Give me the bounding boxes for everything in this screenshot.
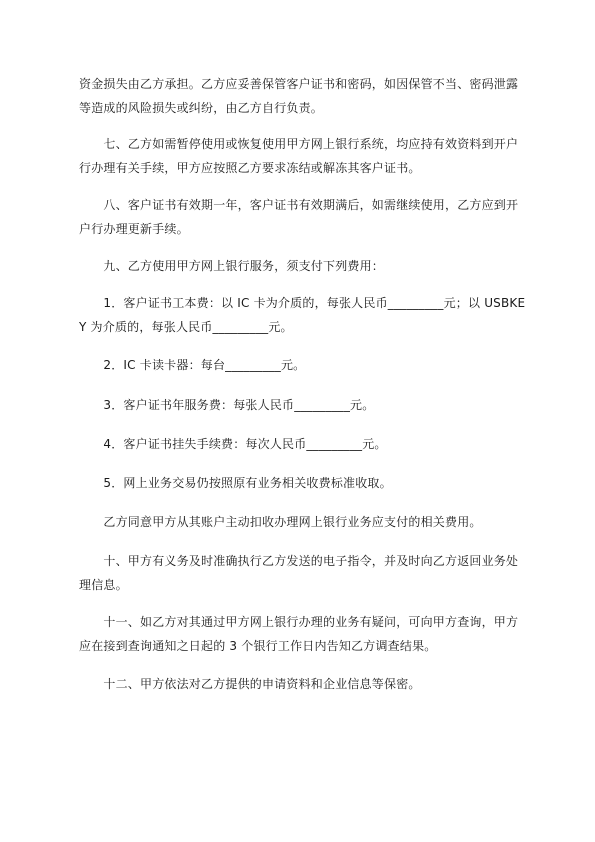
paragraph-clause-12: 十二、甲方依法对乙方提供的申请资料和企业信息等保密。 [79, 677, 421, 691]
paragraph-liability: 资金损失由乙方承担。乙方应妥善保管客户证书和密码，如因保管不当、密码泄露等造成的风险损失或纠纷，由乙方自行负责。 [79, 77, 519, 115]
paragraph-fee-deduction: 乙方同意甲方从其账户主动扣收办理网上银行业务应支付的相关费用。 [79, 515, 482, 529]
paragraph-clause-9: 九、乙方使用甲方网上银行服务，须支付下列费用： [79, 259, 385, 273]
paragraph-fee-5: 5．网上业务交易仍按照原有业务相关收费标准收取。 [79, 476, 392, 490]
paragraph-fee-2: 2．IC 卡读卡器：每台_________元。 [79, 358, 306, 372]
paragraph-clause-7: 七、乙方如需暂停使用或恢复使用甲方网上银行系统，均应持有效资料到开户行办理有关手续，甲方应按照乙方要求冻结或解冻其客户证书。 [79, 137, 519, 175]
paragraph-clause-10: 十、甲方有义务及时准确执行乙方发送的电子指令，并及时向乙方返回业务处理信息。 [79, 554, 519, 592]
paragraph-fee-1: 1．客户证书工本费：以 IC 卡为介质的，每张人民币_________元；以 USBKEY 为介质的，每张人民币_________元。 [79, 296, 526, 334]
paragraph-clause-11: 十一、如乙方对其通过甲方网上银行办理的业务有疑问，可向甲方查询，甲方应在接到查询通知之日起的 3 个银行工作日内告知乙方调查结果。 [79, 615, 519, 653]
paragraph-clause-8: 八、客户证书有效期一年，客户证书有效期满后，如需继续使用，乙方应到开户行办理更新手续。 [79, 198, 519, 236]
paragraph-fee-4: 4．客户证书挂失手续费：每次人民币_________元。 [79, 437, 387, 451]
paragraph-fee-3: 3．客户证书年服务费：每张人民币_________元。 [79, 398, 375, 412]
